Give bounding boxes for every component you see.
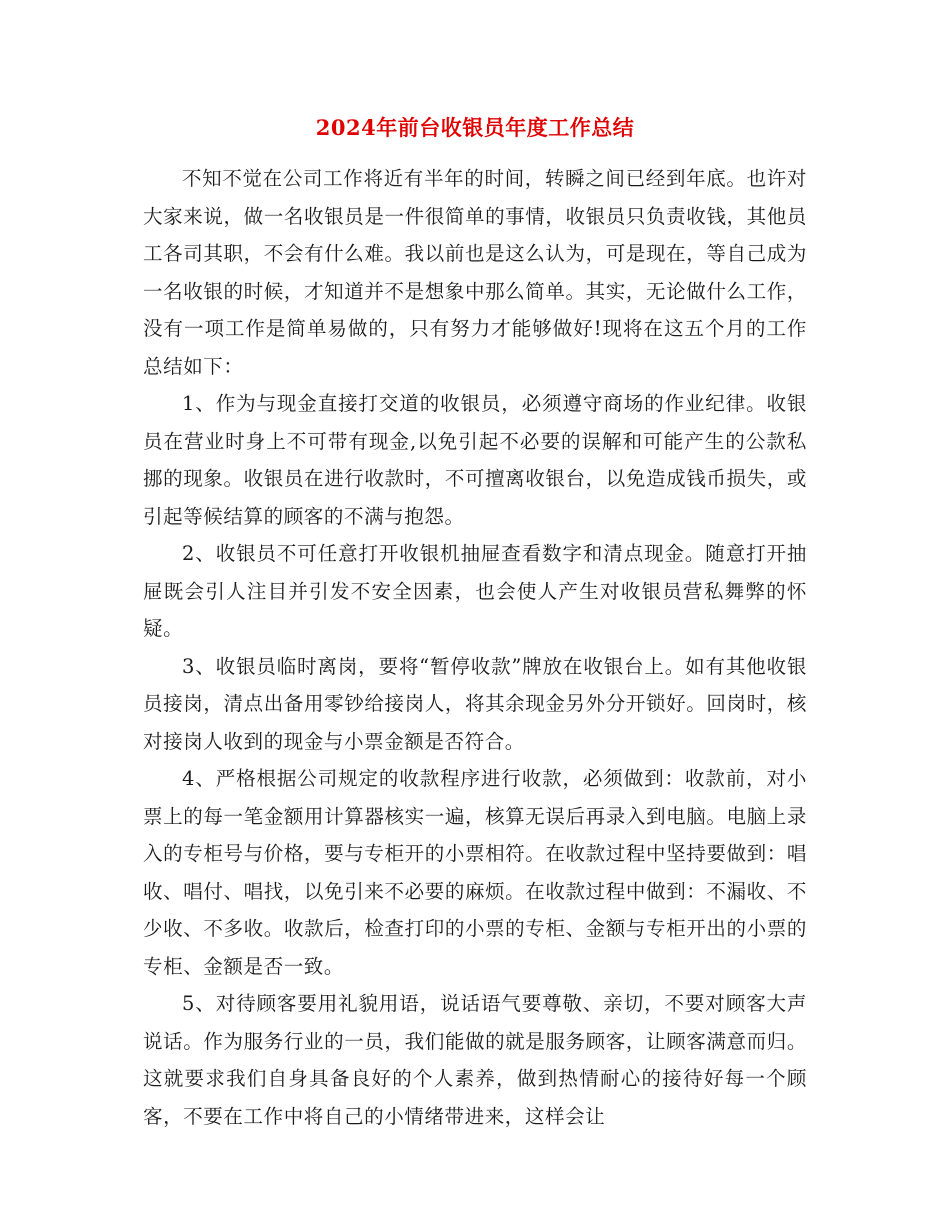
- document-body: [143, 160, 807, 1135]
- document-title: 2024年前台收银员年度工作总结: [315, 115, 635, 140]
- paragraph-item-4: 4、严格根据公司规定的收款程序进行收款，必须做到：收款前，对小票上的每一笔金额用计算器核实一遍，核算无误后再录入到电脑。电脑上录入的专柜号与价格，要与专柜开的小票相符。在收款过程中坚持要做到：唱收、唱付、唱找，以免引来不必要的麻烦。在收款过程中做到：不漏收、不少收、不多收。收款后，检查打印的小票的专柜、金额与专柜开出的小票的专柜、金额是否一致。: [143, 767, 807, 978]
- paragraph-item-2: 2、收银员不可任意打开收银机抽屉查看数字和清点现金。随意打开抽屉既会引人注目并引发不安全因素，也会使人产生对收银员营私舞弊的怀疑。: [143, 542, 807, 640]
- paragraph-item-5: 5、对待顾客要用礼貌用语，说话语气要尊敬、亲切，不要对顾客大声说话。作为服务行业的一员，我们能做的就是服务顾客，让顾客满意而归。这就要求我们自身具备良好的个人素养，做到热情耐心的接待好每一个顾客，不要在工作中将自己的小情绪带进来，这样会让: [143, 992, 807, 1128]
- paragraph-item-3: 3、收银员临时离岗，要将“暂停收款”牌放在收银台上。如有其他收银员接岗，清点出备用零钞给接岗人，将其余现金另外分开锁好。回岗时，核对接岗人收到的现金与小票金额是否符合。: [143, 654, 807, 753]
- paragraph-intro: 不知不觉在公司工作将近有半年的时间，转瞬之间已经到年底。也许对大家来说，做一名收银员是一件很简单的事情，收银员只负责收钱，其他员工各司其职，不会有什么难。我以前也是这么认为，可是现在，等自己成为一名收银的时候，才知道并不是想象中那么简单。其实，无论做什么工作，没有一项工作是简单易做的，只有努力才能够做好!现将在这五个月的工作总结如下：: [143, 167, 807, 378]
- paragraph-item-1: 1、作为与现金直接打交道的收银员，必须遵守商场的作业纪律。收银员在营业时身上不可带有现金,以免引起不必要的误解和可能产生的公款私挪的现象。收银员在进行收款时，不可擅离收银台，以免造成钱币损失，或引起等候结算的顾客的不满与抱怨。: [143, 392, 807, 528]
